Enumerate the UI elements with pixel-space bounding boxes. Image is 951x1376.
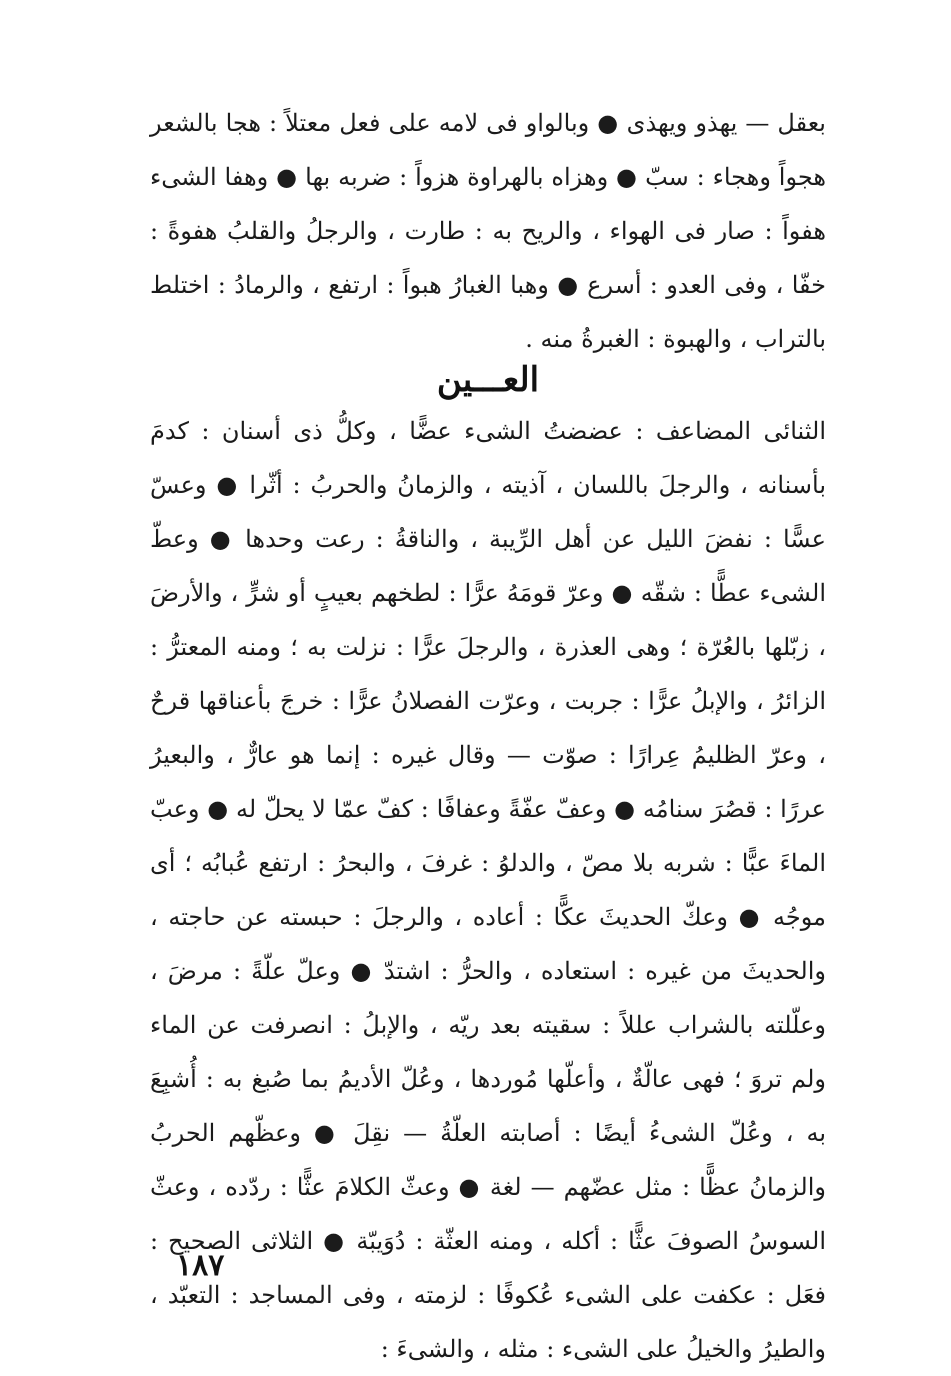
page-number: ١٨٧ (176, 1248, 225, 1283)
section-heading: العـــين (436, 360, 540, 400)
section-paragraph: الثنائى المضاعف : عضضتُ الشىء عضًّا ، وكلُّ ذى أسنان : كدمَ بأسنانه ، والرجلَ باللسان ، آذيته ، والزمانُ والحربُ : أثّرا ● وعسّ عسًّا : نفضَ الليل عن أهل الرِّيبة ، والناقةُ : رعت وحدها ● وعطّ الشىء عطًّا : شقّه ● وعرّ قومَهُ عرًّا : لطخهم بعيبٍ أو شرٍّ ، والأرضَ ، زبّلها بالعُرّة ؛ وهى العذرة ، والرجلَ عرًّا : نزلت به ؛ ومنه المعترُّ : الزائرُ ، والإبلُ عرًّا : جربت ، وعرّت الفصلانُ عرًّا : خرجَ بأعناقها قرحٌ ، وعرّ الظليمُ عِرارًا : صوّت — وقال غيره : إنما هو عارٌّ ، والبعيرُ عررًا : قصُرَ سنامُه ● وعفّ عفّةً وعفافًا : كفّ عمّا لا يحلّ له ● وعبّ الماءَ عبًّا : شربه بلا مصّ ، والدلوُ : غرفَ ، والبحرُ : ارتفع عُبابُه ؛ أى موجُه ● وعكّ الحديثَ عكًّا : أعاده ، والرجلَ : حبسته عن حاجته ، والحديثَ من غيره : استعاده ، والحرُّ : اشتدّ ● وعلّ علّةً : مرضَ ، وعلّلته بالشراب عللاً : سقيته بعد ريّه ، والإبلُ : انصرفت عن الماء ولم تروَ ؛ فهى عالّةٌ ، وأعلّها مُوردها ، وعُلّ الأديمُ بما صُبغ به : أُشبِعَ به ، وعُلّ الشىءُ أيضًا : أصابته العلّةُ — نقِلَ ● وعظّهم الحربُ والزمانُ عظًّا : مثل عضّهم — لغة ● وعثّ الكلامَ عثًّا : ردّده ، وعثّ السوسُ الصوفَ عثًّا : أكله ، ومنه العثّة : دُوَيبّة ● الثلاثى الصحيح : فعَل : عكفت على الشىء عُكوفًا : لزمته ، وفى المساجد : التعبّد ، والطيرُ والخيلُ على الشىء : مثله ، والشىءَ : (150, 417, 826, 1363)
section-text-block (150, 404, 826, 1376)
entry-continuation-paragraph: بعقل — يهذو ويهذى ● وبالواو فى لامه على فعل معتلاً : هجا بالشعر هجواً وهجاء : سبّ ● وهزاه بالهراوة هزواً : ضربه بها ● وهفا الشىء هفواً : صار فى الهواء ، والريح به : طارت ، والرجلُ والقلبُ هفوةً : خفّا ، وفى العدو : أسرع ● وهبا الغبارُ هبواً : ارتفع ، والرمادُ : اختلط بالتراب ، والهبوة : الغبرةُ منه . (150, 109, 826, 353)
entry-continuation-block (150, 96, 826, 366)
